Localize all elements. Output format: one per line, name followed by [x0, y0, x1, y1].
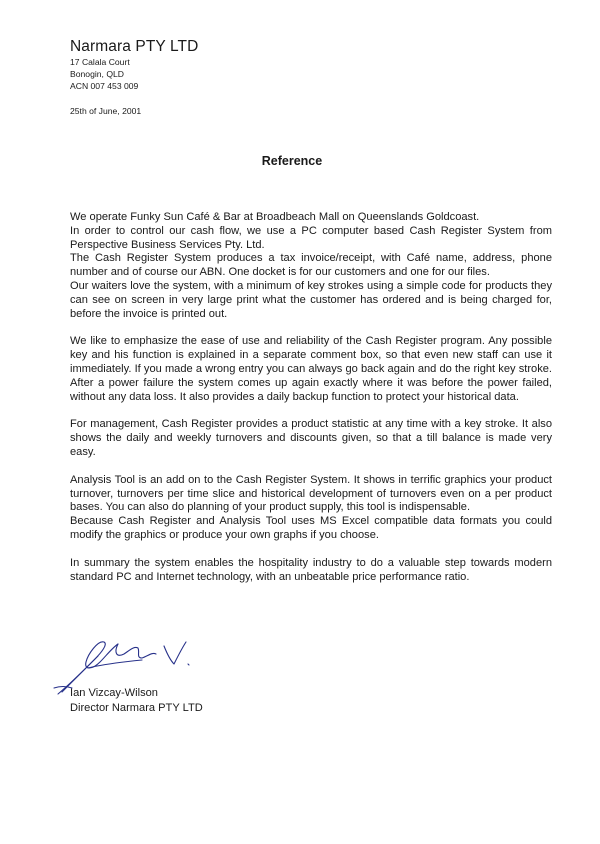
body-line: Our waiters love the system, with a minimum of key strokes using a simple code for products they can see on screen in very large print what the customer has ordered and is being charged for, before the invoice is printed out. — [70, 279, 552, 320]
body-line: For management, Cash Register provides a product statistic at any time with a key stroke. It also shows the daily and weekly turnovers and discounts given, so that a till balance is made very easy. — [70, 418, 552, 458]
body-line: In order to control our cash flow, we use a PC computer based Cash Register System from Perspective Business Services Pty. Ltd. — [70, 224, 552, 251]
letter-date: 25th of June, 2001 — [70, 106, 142, 116]
body-line: We operate Funky Sun Café & Bar at Broadbeach Mall on Queenslands Goldcoast. — [70, 211, 480, 223]
body-line: In summary the system enables the hospitality industry to do a valuable step towards modern standard PC and Internet technology, with an unbeatable price performance ratio. — [70, 556, 552, 583]
signatory-name: Ian Vizcay-Wilson — [70, 687, 158, 699]
body-line: The Cash Register System produces a tax invoice/receipt, with Café name, address, phone number and of course our ABN. One docket is for our customers and one for our files. — [70, 252, 552, 279]
letter-body — [70, 211, 552, 584]
address-line-city: Bonogin, QLD — [70, 69, 124, 79]
body-line: We like to emphasize the ease of use and reliability of the Cash Register program. Any possible key and his function is explained in a separate comment box, so that even new staff can use it immediately. If you made a wrong entry you can always go back again and do the right key stroke. After a power failure the system comes up again exactly where it was before the power failed, without any data loss. It also provides a daily backup function to protect your historical data. — [70, 335, 552, 403]
letter-heading: Reference — [261, 154, 323, 168]
letterhead — [70, 38, 198, 92]
address-line-street: 17 Calala Court — [70, 57, 130, 67]
company-name: Narmara PTY LTD — [70, 38, 199, 55]
address-line-acn: ACN 007 453 009 — [70, 81, 139, 91]
body-line: Analysis Tool is an add on to the Cash Register System. It shows in terrific graphics your product turnover, turnovers per time slice and historical development of turnovers even on a per product bases. You can also do planning of your product supply, this tool is indispensable. — [70, 473, 552, 514]
signature-block — [70, 686, 203, 715]
signatory-title: Director Narmara PTY LTD — [70, 701, 203, 714]
body-line: Because Cash Register and Analysis Tool uses MS Excel compatible data formats you could modify the graphics or produce your own graphs if you choose. — [70, 515, 552, 541]
